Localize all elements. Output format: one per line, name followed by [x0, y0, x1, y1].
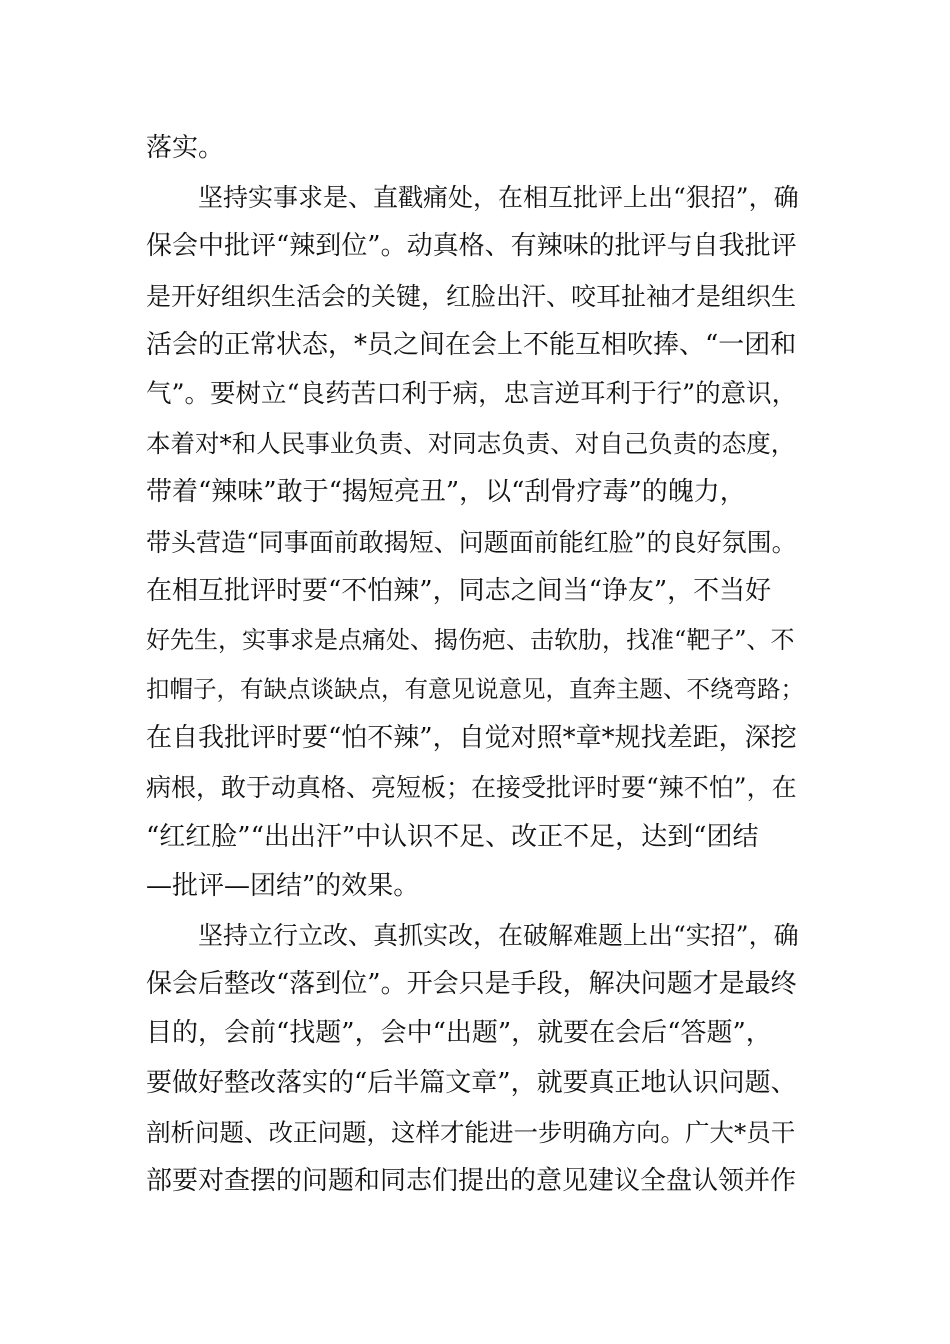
text-line: 活会的正常状态，*员之间在会上不能互相吹捧、“一团和 — [146, 329, 797, 360]
text-line: 目的，会前“找题”，会中“出题”，就要在会后“答题”， — [146, 1018, 772, 1049]
text-line: 本着对*和人民事业负责、对同志负责、对自己负责的态度， — [146, 429, 796, 459]
text-line: 剖析问题、改正问题，这样才能进一步明确方向。广大*员干 — [146, 1117, 796, 1147]
text-line: 部要对查摆的问题和同志们提出的意见建议全盘认领并作 — [146, 1165, 797, 1196]
text-line: “红红脸”“出出汗”中认识不足、改正不足，达到“团结 — [146, 821, 759, 852]
text-line: 要做好整改落实的“后半篇文章”，就要真正地认识问题、 — [146, 1067, 797, 1098]
text-line: 带头营造“同事面前敢揭短、问题面前能红脸”的良好氛围。 — [146, 527, 797, 557]
text-line: 病根，敢于动真格、亮短板；在接受批评时要“辣不怕”，在 — [146, 773, 797, 803]
text-line: 是开好组织生活会的关键，红脸出汗、咬耳扯袖才是组织生 — [146, 281, 797, 311]
text-line: 保会后整改“落到位”。开会只是手段，解决问题才是最终 — [146, 969, 797, 1000]
text-line: 气”。要树立“良药苦口利于病，忠言逆耳利于行”的意识， — [146, 378, 798, 409]
text-line: 落实。 — [146, 133, 225, 163]
text-line: —批评—团结”的效果。 — [146, 870, 420, 901]
body-text — [146, 124, 806, 1206]
text-line: 带着“辣味”敢于“揭短亮丑”，以“刮骨疗毒”的魄力， — [146, 477, 746, 508]
text-line: 在自我批评时要“怕不辣”，自觉对照*章*规找差距，深挖 — [146, 723, 797, 754]
paragraph-start-line: 坚持实事求是、直戳痛处，在相互批评上出“狠招”，确 — [198, 183, 799, 213]
text-line: 扣帽子，有缺点谈缺点，有意见说意见，直奔主题、不绕弯路； — [146, 675, 804, 704]
paragraph-start-line: 坚持立行立改、真抓实改，在破解难题上出“实招”，确 — [198, 921, 799, 950]
text-line: 保会中批评“辣到位”。动真格、有辣味的批评与自我批评 — [146, 231, 797, 262]
text-line: 好先生，实事求是点痛处、揭伤疤、击软肋，找准“靶子”、不 — [146, 625, 795, 654]
text-line: 在相互批评时要“不怕辣”，同志之间当“诤友”，不当好 — [146, 575, 772, 606]
